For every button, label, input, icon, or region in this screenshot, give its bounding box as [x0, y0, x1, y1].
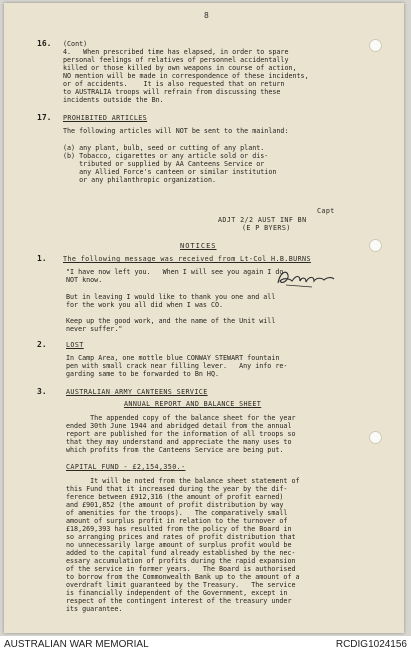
capital-fund-line: ference between £912,316 (the amount of profit earned) — [66, 493, 284, 501]
section-16-line: NO mention will be made in correspondence of these incidents, — [63, 72, 309, 80]
section-2-number: 2. — [37, 340, 47, 349]
section-17-line: (a) any plant, bulb, seed or cutting of any plant. — [63, 144, 265, 152]
capital-fund-line: £18,269,393 has resulted from the policy of the Board in — [66, 525, 292, 533]
section-16-line: or of accidents. It is also requested that on return — [63, 80, 285, 88]
capital-fund-line: so arranging prices and rates of profit distribution that — [66, 533, 296, 541]
section-1-number: 1. — [37, 254, 47, 263]
capital-fund-line: overdraft limit guaranteed by the Treasury. The service — [66, 581, 296, 589]
footer-reference-id: RCDIG1024156 — [335, 639, 407, 650]
signature-appointment: ADJT 2/2 AUST INF BN — [218, 216, 307, 224]
capital-fund-line: respect of the contingent interest of the treasury under — [66, 597, 292, 605]
capital-fund-line: It will be noted from the balance sheet statement of — [66, 477, 300, 485]
section-16-line: (Cont) — [63, 40, 88, 48]
capital-fund-line: this Fund that it increased during the year by the dif- — [66, 485, 288, 493]
section-3-line: report are published for the information of all troops so — [66, 430, 296, 438]
section-1-line: for the work you all did when I was CO. — [66, 301, 224, 309]
section-3-heading: AUSTRALIAN ARMY CANTEENS SERVICE — [66, 388, 208, 396]
section-1-line: But in leaving I would like to thank you one and all — [66, 293, 276, 301]
capital-fund-line: amount of surplus profit in relation to the turnover of — [66, 517, 288, 525]
section-17-heading: PROHIBITED ARTICLES — [63, 114, 148, 122]
section-1-line: never suffer." — [66, 325, 123, 333]
section-16-line: incidents outside the Bn. — [63, 96, 164, 104]
capital-fund-line: of the service in former years. The Board is authorised — [66, 565, 296, 573]
section-17-line: or any philanthropic organization. — [63, 176, 216, 184]
capital-fund-heading: CAPITAL FUND - £2,154,350.- — [66, 463, 186, 471]
notices-heading: NOTICES — [180, 242, 217, 250]
capital-fund-line: added to the capital fund already established by the nec- — [66, 549, 296, 557]
capital-fund-line: is financially independent of the Government, except in — [66, 589, 288, 597]
section-1-line: NOT know. — [66, 276, 103, 284]
page-number: 8 — [204, 11, 209, 20]
section-2-line: garding same to be forwarded to Bn HQ. — [66, 370, 219, 378]
capital-fund-line: to borrow from the Commonwealth Bank up to the amount of a — [66, 573, 300, 581]
section-16-line: 4. When prescribed time has elapsed, in order to spare — [63, 48, 289, 56]
section-16-line: to AUSTRALIA troops will refrain from discussing these — [63, 88, 281, 96]
section-3-line: that they may understand and appreciate the many uses to — [66, 438, 292, 446]
section-17-line: any Allied Force's canteen or similar institution — [63, 168, 277, 176]
section-3-number: 3. — [37, 387, 47, 396]
capital-fund-line: essary accumulation of profits during the rapid expansion — [66, 557, 296, 565]
section-17-line: (b) Tobacco, cigarettes or any article sold or dis- — [63, 152, 269, 160]
section-17-line: tributed or supplied by AA Canteens Service or — [63, 160, 265, 168]
section-16-line: killed or those killed by own weapons in course of action, — [63, 64, 297, 72]
section-16-line: personal feelings of relatives of personnel accidentally — [63, 56, 289, 64]
section-3-line: The appended copy of the balance sheet for the year — [66, 414, 296, 422]
section-17-line: The following articles will NOT be sent to the mainland: — [63, 127, 289, 135]
punch-hole — [369, 39, 382, 52]
capital-fund-line: no unnecessarily large amount of surplus profit would be — [66, 541, 292, 549]
document-page — [4, 3, 404, 633]
section-1-heading: The following message was received from Lt-Col H.B.BURNS — [63, 255, 311, 263]
section-16-number: 16. — [37, 39, 52, 48]
section-2-line: In Camp Area, one mottle blue CONWAY STEWART fountain — [66, 354, 280, 362]
section-17-number: 17. — [37, 113, 52, 122]
archive-footer — [0, 636, 411, 654]
signature-rank: Capt — [317, 207, 335, 215]
footer-source: AUSTRALIAN WAR MEMORIAL — [4, 639, 149, 650]
section-3-subheading: ANNUAL REPORT AND BALANCE SHEET — [124, 400, 262, 408]
section-3-line: ended 30th June 1944 and abridged detail from the annual — [66, 422, 292, 430]
punch-hole — [369, 431, 382, 444]
section-2-line: pen with small crack near filling lever. Any info re- — [66, 362, 288, 370]
punch-hole — [369, 239, 382, 252]
section-1-line: "I have now left you. When I will see you again I do — [66, 268, 284, 276]
capital-fund-line: its guarantee. — [66, 605, 123, 613]
capital-fund-line: of amenities for the troops). The comparatively small — [66, 509, 288, 517]
signature-name: (E P BYERS) — [242, 224, 291, 232]
section-2-heading: LOST — [66, 341, 84, 349]
capital-fund-line: and £901,852 (the amount of profit distribution by way — [66, 501, 284, 509]
section-3-line: which profits from the Canteens Service are being put. — [66, 446, 284, 454]
section-1-line: Keep up the good work, and the name of the Unit will — [66, 317, 276, 325]
